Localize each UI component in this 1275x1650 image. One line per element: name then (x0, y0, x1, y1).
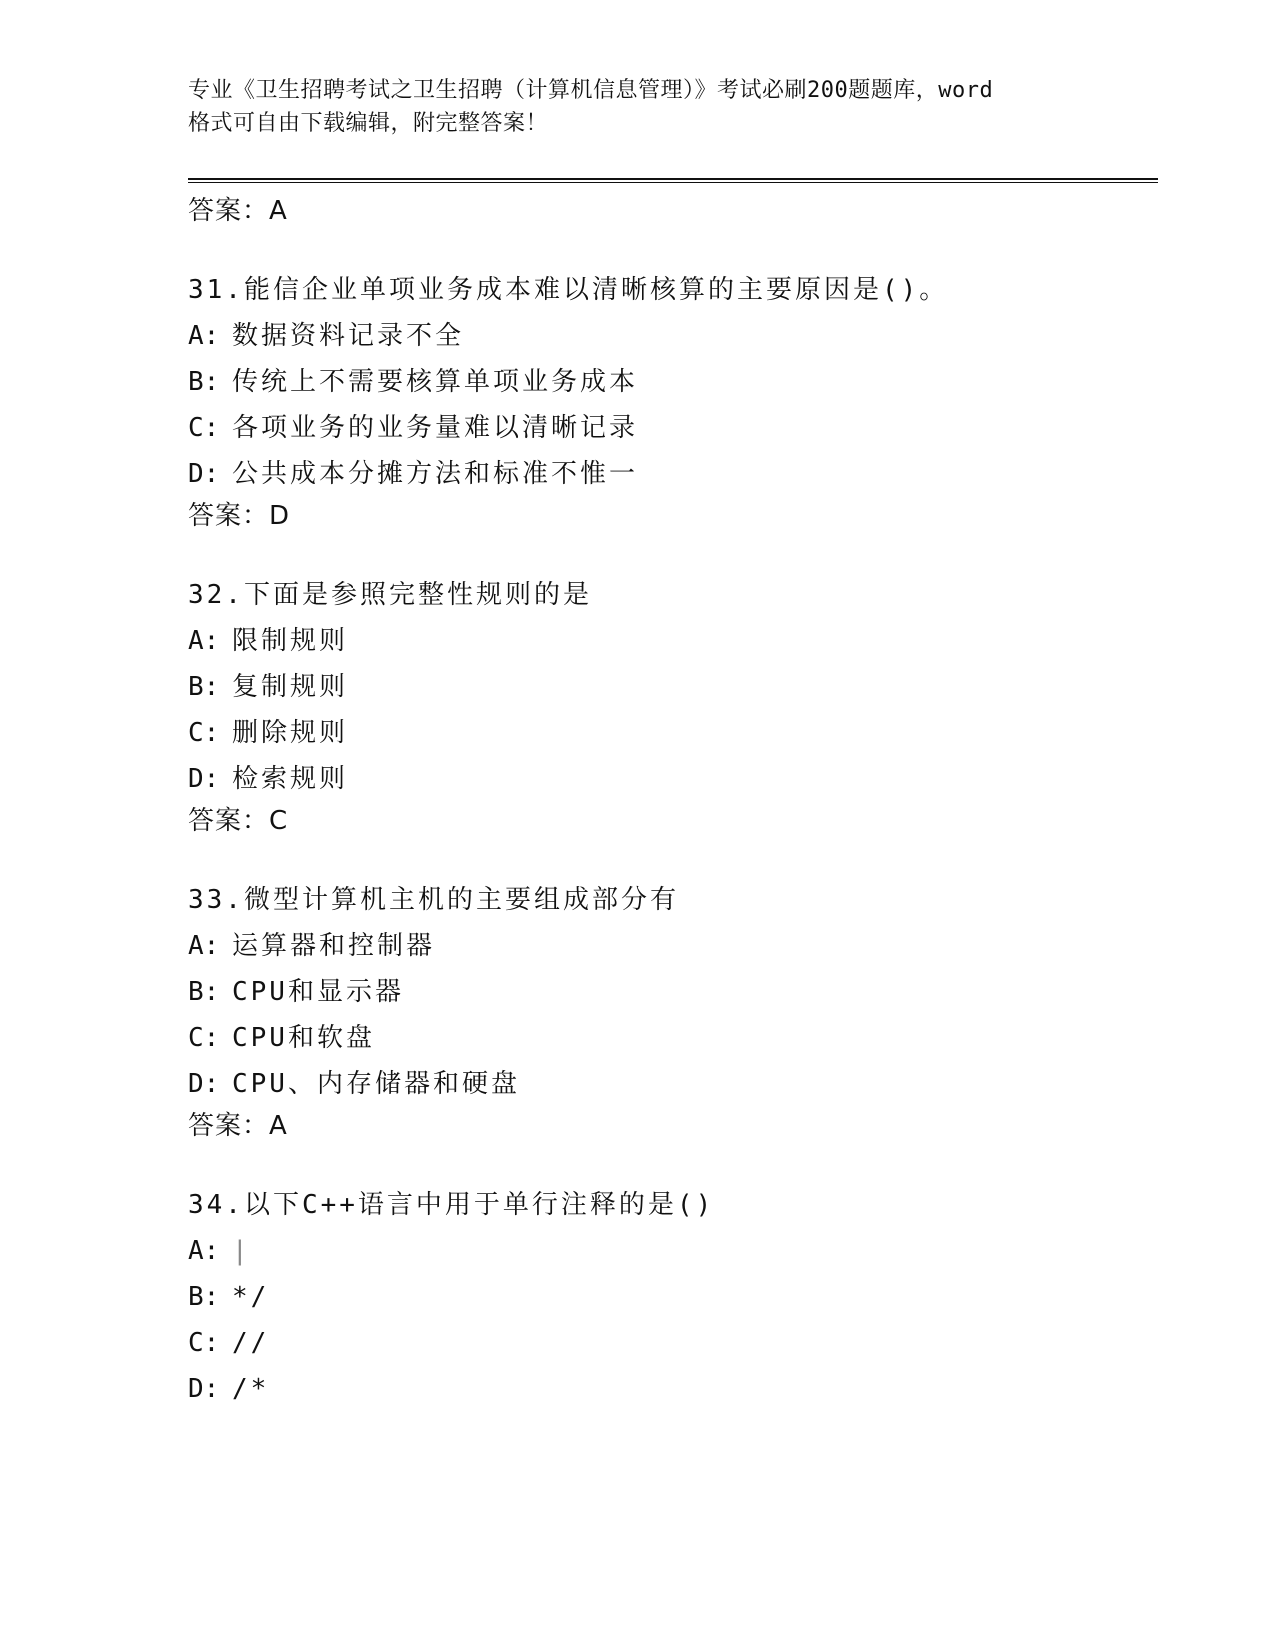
option-key: C: (188, 718, 220, 748)
option-key: A: (188, 1236, 220, 1266)
option-a (188, 1228, 1148, 1274)
option-key: D: (188, 459, 220, 489)
option-text: | (232, 1236, 251, 1266)
option-d (188, 451, 1148, 497)
option-a (188, 618, 1148, 664)
header-line-1: 专业《卫生招聘考试之卫生招聘（计算机信息管理）》考试必刷200题题库，word (188, 78, 994, 103)
option-key: C: (188, 413, 220, 443)
answer-label: 答案： (188, 501, 270, 531)
answer-value: A (269, 1111, 287, 1141)
option-key: D: (188, 1069, 220, 1099)
answer-line (188, 193, 287, 229)
answer-value: C (269, 806, 288, 836)
option-key: B: (188, 1282, 220, 1312)
option-b (188, 359, 1148, 405)
answer-value: D (269, 501, 290, 531)
option-c (188, 710, 1148, 756)
answer-line (188, 498, 289, 534)
option-key: C: (188, 1023, 220, 1053)
answer-line (188, 803, 287, 839)
option-text: CPU和显示器 (232, 977, 404, 1007)
answer-line (188, 1108, 287, 1144)
option-b (188, 664, 1148, 710)
option-c (188, 405, 1148, 451)
option-c (188, 1015, 1148, 1061)
option-text: */ (232, 1282, 270, 1312)
option-text: /* (232, 1374, 270, 1404)
option-key: D: (188, 764, 220, 794)
question-title: 31.能信企业单项业务成本难以清晰核算的主要原因是()。 (188, 275, 949, 305)
option-text: 复制规则 (232, 672, 349, 702)
option-key: B: (188, 672, 220, 702)
option-key: C: (188, 1328, 220, 1358)
answer-label: 答案： (188, 196, 270, 226)
question-33 (188, 877, 1148, 1107)
option-key: A: (188, 321, 220, 351)
option-key: B: (188, 977, 220, 1007)
answer-label: 答案： (188, 806, 270, 836)
header-line-2: 格式可自由下载编辑，附完整答案！ (188, 111, 549, 136)
option-a (188, 923, 1148, 969)
option-key: A: (188, 626, 220, 656)
option-text: 运算器和控制器 (232, 931, 436, 961)
option-text: 删除规则 (232, 718, 349, 748)
option-key: D: (188, 1374, 220, 1404)
answer-label: 答案： (188, 1111, 270, 1141)
option-a (188, 313, 1148, 359)
document-header (188, 74, 1088, 140)
option-text: 各项业务的业务量难以清晰记录 (232, 413, 639, 443)
option-b (188, 1274, 1148, 1320)
header-divider-thin (188, 182, 1158, 183)
option-text: 公共成本分摊方法和标准不惟一 (232, 459, 639, 489)
question-title: 32.下面是参照完整性规则的是 (188, 580, 592, 610)
option-text: 检索规则 (232, 764, 349, 794)
option-c (188, 1320, 1148, 1366)
option-key: B: (188, 367, 220, 397)
option-text: CPU、内存储器和硬盘 (232, 1069, 520, 1099)
question-title: 33.微型计算机主机的主要组成部分有 (188, 885, 679, 915)
option-d (188, 1366, 1148, 1412)
question-32 (188, 572, 1148, 802)
option-text: 限制规则 (232, 626, 349, 656)
question-title: 34.以下C++语言中用于单行注释的是() (188, 1190, 715, 1220)
option-key: A: (188, 931, 220, 961)
option-text: 传统上不需要核算单项业务成本 (232, 367, 639, 397)
question-31 (188, 267, 1148, 497)
option-b (188, 969, 1148, 1015)
option-text: 数据资料记录不全 (232, 321, 465, 351)
option-text: CPU和软盘 (232, 1023, 375, 1053)
header-divider-thick (188, 178, 1158, 180)
answer-value: A (269, 196, 287, 226)
option-d (188, 756, 1148, 802)
option-d (188, 1061, 1148, 1107)
option-text: // (232, 1328, 270, 1358)
question-34 (188, 1182, 1148, 1412)
